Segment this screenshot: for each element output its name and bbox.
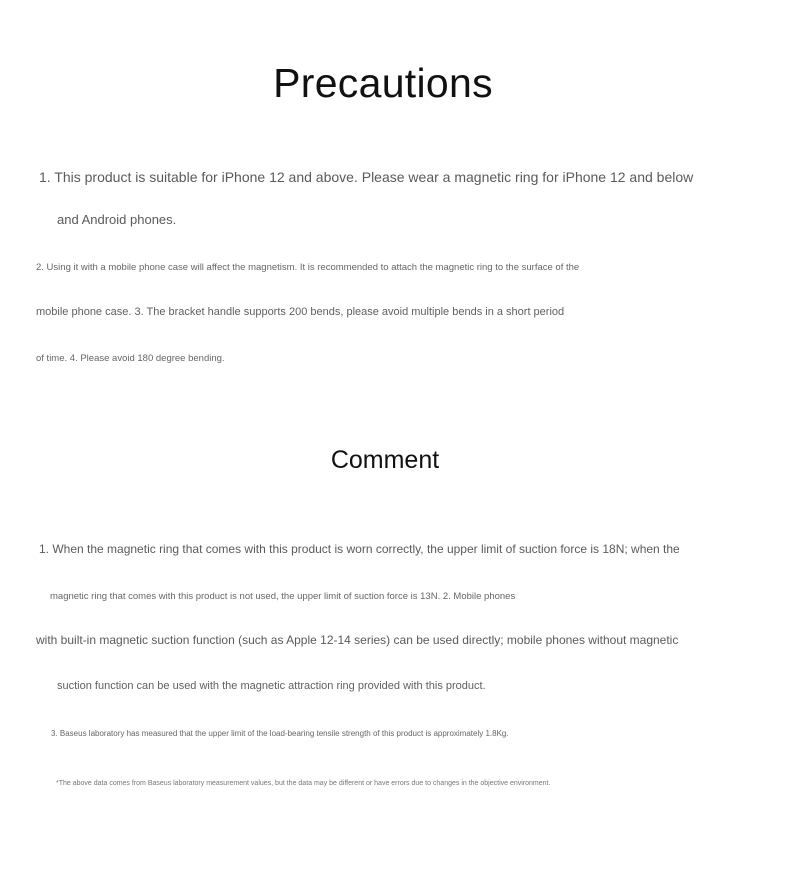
precautions-title: Precautions [273, 60, 493, 106]
comment-line-1: 1. When the magnetic ring that comes with this product is worn correctly, the upper limit of suction force is 18N; when the [39, 542, 680, 556]
precautions-line-4: mobile phone case. 3. The bracket handle supports 200 bends, please avoid multiple bends in a short period [36, 306, 565, 318]
comment-line-5: 3. Baseus laboratory has measured that the upper limit of the load-bearing tensile strength of this product is approximately 1.8Kg. [51, 729, 509, 738]
comment-line-2: magnetic ring that comes with this product is not used, the upper limit of suction force is 13N. 2. Mobile phones [50, 591, 516, 602]
precautions-line-1: 1. This product is suitable for iPhone 12 and above. Please wear a magnetic ring for iPhone 12 and below [39, 169, 694, 185]
comment-line-4: suction function can be used with the magnetic attraction ring provided with this product. [57, 680, 486, 692]
precautions-line-3: 2. Using it with a mobile phone case will affect the magnetism. It is recommended to attach the magnetic ring to the surface of the [36, 262, 580, 273]
precautions-line-2: and Android phones. [57, 212, 177, 227]
precautions-line-5: of time. 4. Please avoid 180 degree bending. [36, 353, 225, 364]
comment-footnote: *The above data comes from Baseus laboratory measurement values, but the data may be different or have errors due to changes in the objective environment. [56, 780, 551, 787]
comment-line-3: with built-in magnetic suction function (such as Apple 12-14 series) can be used directly; mobile phones without magnetic [36, 633, 679, 647]
comment-title: Comment [330, 446, 440, 474]
